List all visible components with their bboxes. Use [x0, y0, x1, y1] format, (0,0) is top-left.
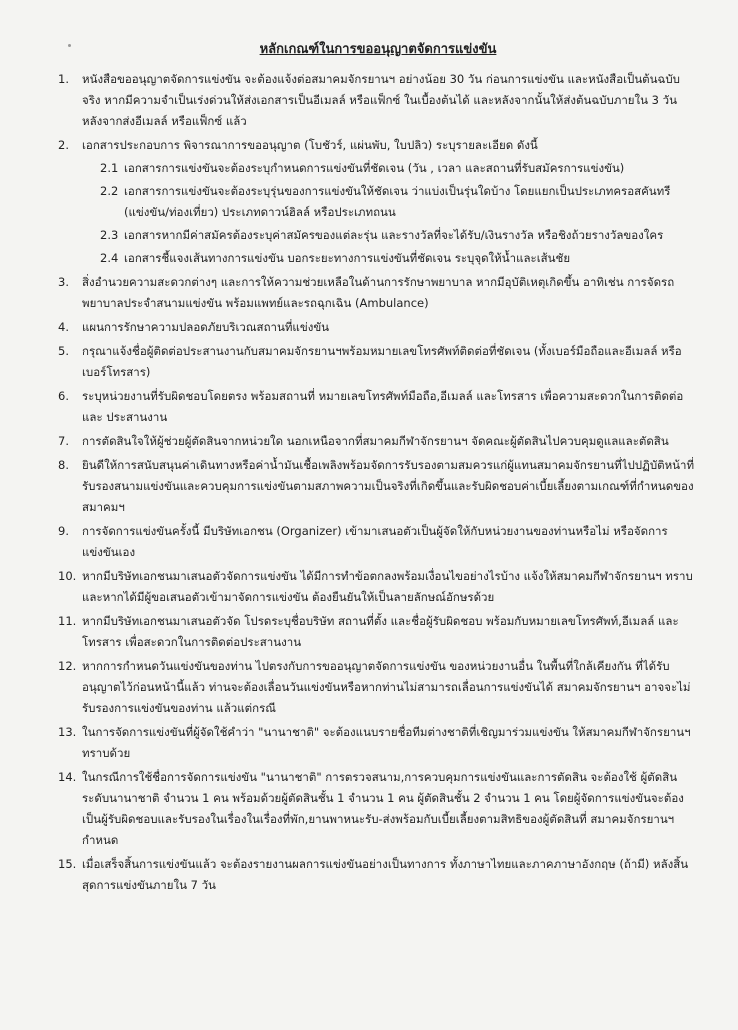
list-item: [58, 566, 698, 608]
sub-item: [100, 225, 698, 246]
sub-item-number: 2.4: [100, 251, 119, 265]
sub-item: [100, 248, 698, 269]
item-number: 15.: [58, 857, 77, 871]
list-item: [58, 69, 698, 132]
list-item: [58, 767, 698, 851]
item-text: ในกรณีการใช้ชื่อการจัดการแข่งขัน "นานาชาติ" การตรวจสนาม,การควบคุมการแข่งขันและการตัดสิน จะต้องใช้ ผู้ตัดสินระดับนานาชาติ จำนวน 1 คน พร้อมด้วยผู้ตัดสินชั้น 1 จำนวน 1 คน ผู้ตัดสินชั้น 2 จำนวน 1 คน โดยผู้จัดการแข่งขันจะต้องเป็นผู้รับผิดชอบและรับรองในเรื่องในเรื่องที่พัก,ยานพาหนะรับ-ส่งพร้อมกับเบี้ยเลี้ยงตามสิทธิของผู้ตัดสินที่ สมาคมจักรยานฯ กำหนด: [82, 770, 684, 847]
scan-speck: [68, 44, 71, 47]
item-text: หากการกำหนดวันแข่งขันของท่าน ไปตรงกับการขออนุญาตจัดการแข่งขัน ของหน่วยงานอื่น ในพื้นที่ใกล้เคียงกัน ที่ได้รับอนุญาตไว้ก่อนหน้านี้แล้ว ท่านจะต้องเลื่อนวันแข่งขันหรือหากท่านไม่สามารถเลื่อนการแข่งขันได้ สมาคมจักรยานฯ อาจจะไม่รับรองการแข่งขันของท่าน แล้วแต่กรณี: [82, 659, 691, 715]
item-number: 9.: [58, 524, 69, 538]
item-text: สิ่งอำนวยความสะดวกต่างๆ และการให้ความช่วยเหลือในด้านการรักษาพยาบาล หากมีอุบัติเหตุเกิดขึ้น อาทิเช่น การจัดรถพยาบาลประจำสนามแข่งขัน พร้อมแพทย์และรถฉุกเฉิน (Ambulance): [82, 275, 675, 310]
item-number: 1.: [58, 72, 69, 86]
item-text: การตัดสินใจให้ผู้ช่วยผู้ตัดสินจากหน่วยใด นอกเหนือจากที่สมาคมกีฬาจักรยานฯ จัดคณะผู้ตัดสินไปควบคุมดูแลและตัดสิน: [82, 434, 669, 448]
list-item: [58, 431, 698, 452]
sub-item-number: 2.3: [100, 228, 119, 242]
sub-item-text: เอกสารหากมีค่าสมัครต้องระบุค่าสมัครของแต่ละรุ่น และรางวัลที่จะได้รับ/เงินรางวัล หรือชิงถ้วยรางวัลของใคร: [124, 228, 664, 242]
item-number: 10.: [58, 569, 77, 583]
item-number: 13.: [58, 725, 77, 739]
list-item: [58, 656, 698, 719]
criteria-list: [58, 69, 698, 896]
item-number: 12.: [58, 659, 77, 673]
document-title: หลักเกณฑ์ในการขออนุญาตจัดการแข่งขัน: [259, 42, 497, 57]
item-text: ระบุหน่วยงานที่รับผิดชอบโดยตรง พร้อมสถานที่ หมายเลขโทรศัพท์มือถือ,อีเมลล์ และโทรสาร เพื่อความสะดวกในการติดต่อและ ประสานงาน: [82, 389, 684, 424]
item-text: หนังสือขออนุญาตจัดการแข่งขัน จะต้องแจ้งต่อสมาคมจักรยานฯ อย่างน้อย 30 วัน ก่อนการแข่งขัน และหนังสือเป็นต้นฉบับจริง หากมีความจำเป็นเร่งด่วนให้ส่งเอกสารเป็นอีเมลล์ หรือแฟ็กซ์ ในเบื้องต้นได้ และหลังจากนั้นให้ส่งต้นฉบับภายใน 3 วัน หลังจากส่งอีเมลล์ หรือแฟ็กซ์ แล้ว: [82, 72, 680, 128]
item-text: หากมีบริษัทเอกชนมาเสนอตัวจัด โปรดระบุชื่อบริษัท สถานที่ตั้ง และชื่อผู้รับผิดชอบ พร้อมกับหมายเลขโทรศัพท์,อีเมลล์ และโทรสาร เพื่อสะดวกในการติดต่อประสานงาน: [82, 614, 679, 649]
item-text: ยินดีให้การสนับสนุนค่าเดินทางหรือค่าน้ำมันเชื้อเพลิงพร้อมจัดการรับรองตามสมควรแก่ผู้แทนสมาคมจักรยานที่ไปปฏิบัติหน้าที่รับรองสนามแข่งขันและควบคุมการแข่งขันตามสภาพความเป็นจริงที่เกิดขึ้นและรับผิดชอบค่าเบี้ยเลี้ยงตามเกณฑ์ที่กำหนดของสมาคมฯ: [82, 458, 695, 514]
item-text: กรุณาแจ้งชื่อผู้ติดต่อประสานงานกับสมาคมจักรยานฯพร้อมหมายเลขโทรศัพท์ติดต่อที่ชัดเจน (ทั้งเบอร์มือถือและอีเมลล์ หรือเบอร์โทรสาร): [82, 344, 682, 379]
list-item: [58, 341, 698, 383]
item-number: 8.: [58, 458, 69, 472]
list-item: [58, 317, 698, 338]
list-item: [58, 521, 698, 563]
item-text: เมื่อเสร็จสิ้นการแข่งขันแล้ว จะต้องรายงานผลการแข่งขันอย่างเป็นทางการ ทั้งภาษาไทยและภาคภาษาอังกฤษ (ถ้ามี) หลังสิ้นสุดการแข่งขันภายใน 7 วัน: [82, 857, 689, 892]
item-number: 6.: [58, 389, 69, 403]
list-item: [58, 272, 698, 314]
item-number: 5.: [58, 344, 69, 358]
list-item: [58, 854, 698, 896]
sub-item-text: เอกสารชี้แจงเส้นทางการแข่งขัน บอกระยะทางการแข่งขันที่ชัดเจน ระบุจุดให้น้ำและเส้นชัย: [124, 251, 571, 265]
sub-item: [100, 158, 698, 179]
list-item: [58, 722, 698, 764]
item-text: เอกสารประกอบการ พิจารณาการขออนุญาต (โบชัวร์, แผ่นพับ, ใบปลิว) ระบุรายละเอียด ดังนี้: [82, 138, 538, 152]
item-number: 11.: [58, 614, 77, 628]
list-item: [58, 611, 698, 653]
item-number: 4.: [58, 320, 69, 334]
item-text: แผนการรักษาความปลอดภัยบริเวณสถานที่แข่งขัน: [82, 320, 330, 334]
sub-list: [82, 158, 698, 269]
item-text: หากมีบริษัทเอกชนมาเสนอตัวจัดการแข่งขัน ได้มีการทำข้อตกลงพร้อมเงื่อนไขอย่างไรบ้าง แจ้งให้สมาคมกีฬาจักรยานฯ ทราบ และหากได้มีผู้ขอเสนอตัวเข้ามาจัดการแข่งขัน ต้องยืนยันให้เป็นลายลักษณ์อักษรด้วย: [82, 569, 693, 604]
item-number: 14.: [58, 770, 77, 784]
item-number: 3.: [58, 275, 69, 289]
list-item: [58, 455, 698, 518]
list-item: [58, 135, 698, 269]
sub-item: [100, 181, 698, 223]
list-item: [58, 386, 698, 428]
sub-item-number: 2.1: [100, 161, 119, 175]
sub-item-number: 2.2: [100, 184, 119, 198]
item-number: 7.: [58, 434, 69, 448]
item-text: การจัดการแข่งขันครั้งนี้ มีบริษัทเอกชน (Organizer) เข้ามาเสนอตัวเป็นผู้จัดให้กับหน่วยงานของท่านหรือไม่ หรือจัดการแข่งขันเอง: [82, 524, 668, 559]
item-text: ในการจัดการแข่งขันที่ผู้จัดใช้คำว่า "นานาชาติ" จะต้องแนบรายชื่อทีมต่างชาติที่เชิญมาร่วมแข่งขัน ให้สมาคมกีฬาจักรยานฯ ทราบด้วย: [82, 725, 691, 760]
sub-item-text: เอกสารการแข่งขันจะต้องระบุรุ่นของการแข่งขันให้ชัดเจน ว่าแบ่งเป็นรุ่นใดบ้าง โดยแยกเป็นประเภทครอสคันทรี (แข่งขัน/ท่องเที่ยว) ประเภทดาวน์ฮิลล์ หรือประเภทถนน: [124, 184, 671, 219]
sub-item-text: เอกสารการแข่งขันจะต้องระบุกำหนดการแข่งขันที่ชัดเจน (วัน , เวลา และสถานที่รับสมัครการแข่งขัน): [124, 161, 625, 175]
item-number: 2.: [58, 138, 69, 152]
